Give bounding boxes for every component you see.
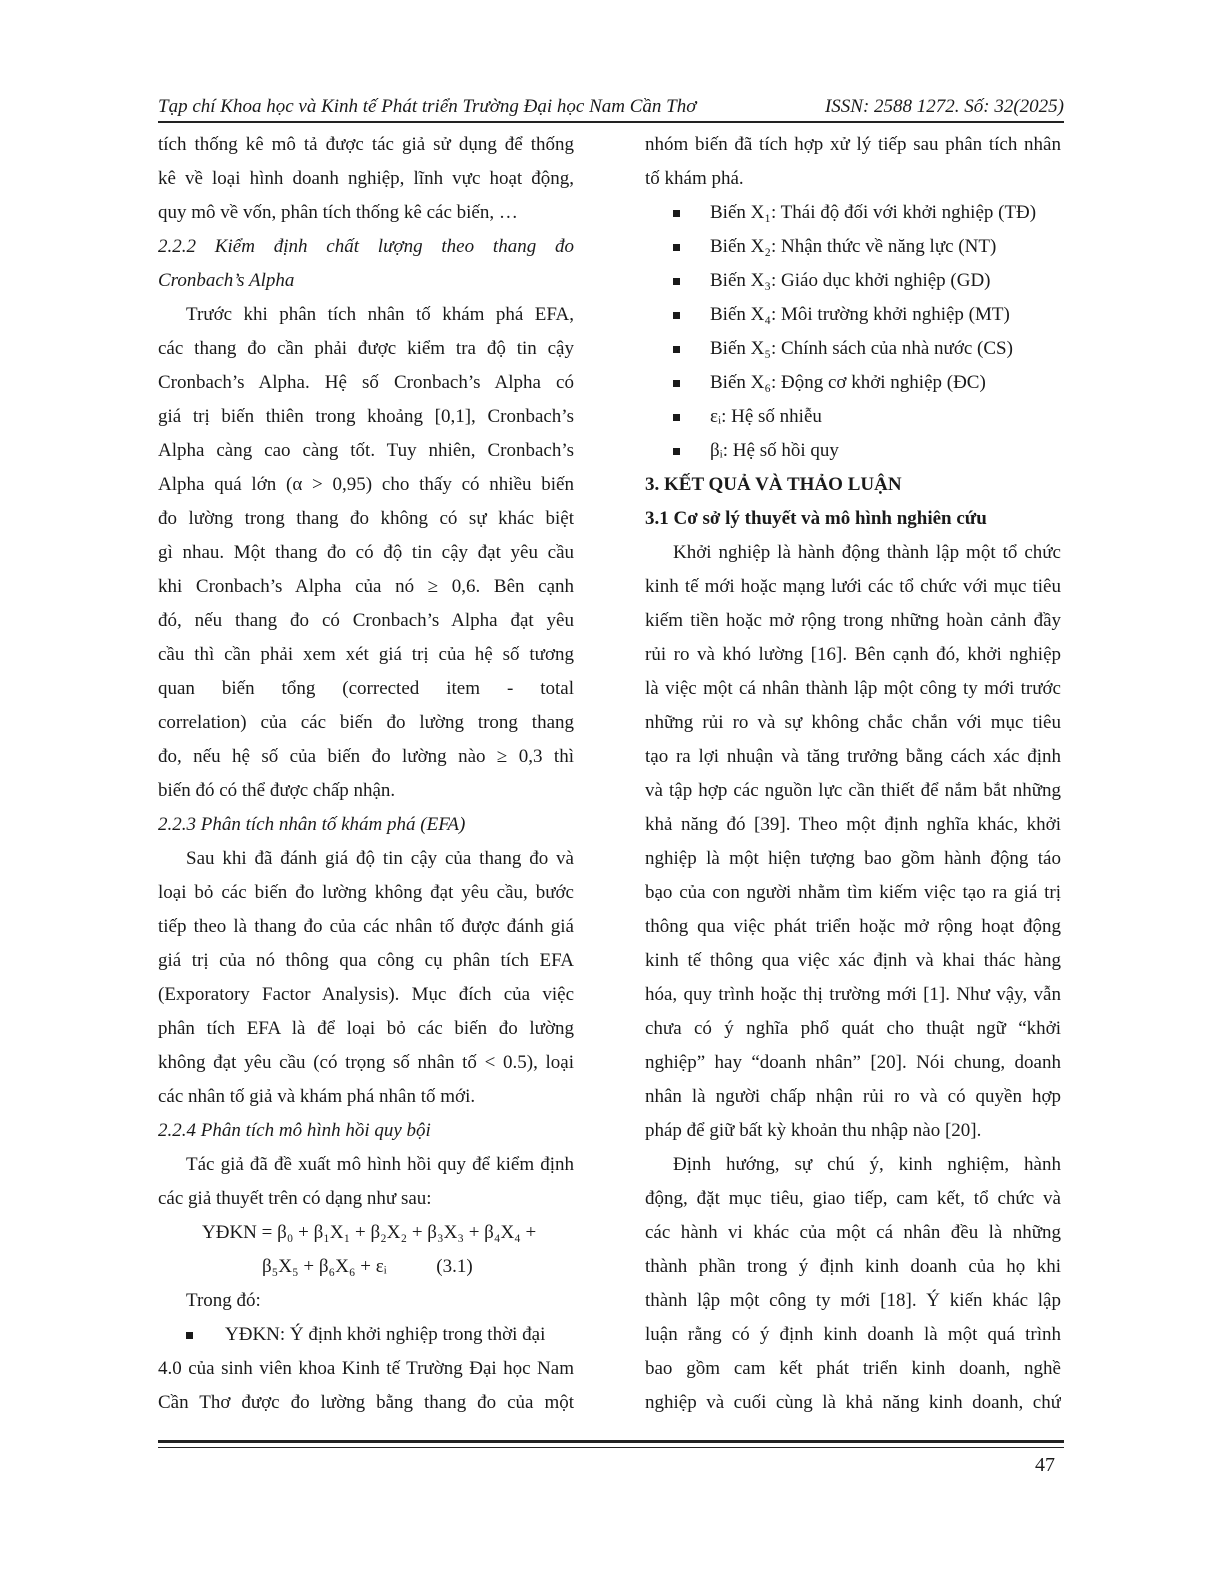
bullet-item-beta [645, 434, 1061, 468]
text-line: là việc một cá nhân thành lập một công ty mới trước [645, 678, 1061, 699]
bullet-item-x2 [645, 230, 1061, 264]
bullet-text: Biến X₃: Giáo dục khởi nghiệp (GD) [710, 270, 991, 291]
text-line: kinh tế thông qua việc xác định và khai thác hàng [645, 950, 1061, 971]
bullet-item-x5 [645, 332, 1061, 366]
text-line: Tác giả đã đề xuất mô hình hồi quy để kiểm định [186, 1154, 574, 1175]
text-line: đo, nếu hệ số của biến đo lường nào ≥ 0,3 thì [158, 746, 574, 767]
text-line: và tập hợp các nguồn lực cần thiết để nắm bắt những [645, 780, 1061, 801]
text-line: Alpha quá lớn (α > 0,95) cho thấy có nhiều biến [158, 474, 574, 495]
bullet-item-x3 [645, 264, 1061, 298]
text-line: thành phần trong ý định kinh doanh của họ khi [645, 1256, 1061, 1277]
section-heading-3: 3. KẾT QUẢ VÀ THẢO LUẬN [645, 474, 902, 495]
running-header [158, 96, 1064, 118]
text-line: chưa có ý nghĩa phổ quát cho thuật ngữ “khởi [645, 1018, 1061, 1039]
text-line: correlation) của các biến đo lường trong thang [158, 712, 574, 733]
section-heading-3-1: 3.1 Cơ sở lý thuyết và mô hình nghiên cứu [645, 508, 987, 529]
bullet-item-epsilon [645, 400, 1061, 434]
equation-terms: β₅X₅ + β₆X₆ + εᵢ [262, 1256, 387, 1277]
section-heading-2-2-2-cont: Cronbach’s Alpha [158, 270, 295, 291]
text-line: bao gồm cam kết phát triển kinh doanh, nghề [645, 1358, 1061, 1379]
text-line: kinh tế mới hoặc mạng lưới các tổ chức với mục tiêu [645, 576, 1061, 597]
square-bullet-icon [186, 1332, 193, 1339]
bullet-text: Biến X₂: Nhận thức về năng lực (NT) [710, 236, 997, 257]
equation-number: (3.1) [436, 1256, 473, 1277]
square-bullet-icon [673, 346, 680, 353]
section-heading-2-2-2: 2.2.2 Kiểm định chất lượng theo thang đo [158, 236, 574, 257]
text-line: tạo ra lợi nhuận và tăng trưởng bằng cách xác định [645, 746, 1061, 767]
text-line: quy mô về vốn, phân tích thống kê các biến, … [158, 202, 518, 223]
text-line: tiếp theo là thang đo của các nhân tố được đánh giá [158, 916, 574, 937]
page-number: 47 [1035, 1454, 1055, 1476]
footer-rule-thick [158, 1440, 1064, 1443]
text-line: giá trị của nó thông qua công cụ phân tích EFA [158, 950, 574, 971]
text-line: Cần Thơ được đo lường bằng thang đo của một [158, 1392, 574, 1413]
square-bullet-icon [673, 448, 680, 455]
equation-line-2 [158, 1250, 574, 1284]
bullet-item-x4 [645, 298, 1061, 332]
text-line: rủi ro và khó lường [16]. Bên cạnh đó, khởi nghiệp [645, 644, 1061, 665]
text-line: loại bỏ các biến đo lường không đạt yêu cầu, bước [158, 882, 574, 903]
text-line: thông qua việc phát triển hoặc mở rộng hoạt động [645, 916, 1061, 937]
text-line: các giả thuyết trên có dạng như sau: [158, 1188, 432, 1209]
text-line: Cronbach’s Alpha. Hệ số Cronbach’s Alpha có [158, 372, 574, 393]
text-line: đó, nếu thang đo có Cronbach’s Alpha đạt yêu [158, 610, 574, 631]
text-line: đo lường trong thang đo không có sự khác biệt [158, 508, 574, 529]
text-line: các hành vi khác của một cá nhân đều là những [645, 1222, 1061, 1243]
right-column [645, 128, 1061, 1420]
text-line: nghiệp và cuối cùng là khả năng kinh doanh, chứ [645, 1392, 1061, 1413]
text-line: Alpha càng cao càng tốt. Tuy nhiên, Cronbach’s [158, 440, 574, 461]
text-line: Định hướng, sự chú ý, kinh nghiệm, hành [673, 1154, 1061, 1175]
bullet-text: Biến X₆: Động cơ khởi nghiệp (ĐC) [710, 372, 986, 393]
bullet-text: εᵢ: Hệ số nhiễu [710, 406, 822, 427]
text-line: phân tích EFA là để loại bỏ các biến đo lường [158, 1018, 574, 1039]
text-line: kiếm tiền hoặc mở rộng trong những hoàn cảnh đầy [645, 610, 1061, 631]
text-line: quan biến tổng (corrected item - total [158, 678, 574, 699]
section-heading-2-2-3: 2.2.3 Phân tích nhân tố khám phá (EFA) [158, 814, 466, 835]
text-line: các thang đo cần phải được kiểm tra độ tin cậy [158, 338, 574, 359]
bullet-text: βᵢ: Hệ số hồi quy [710, 440, 839, 461]
text-line: nhóm biến đã tích hợp xử lý tiếp sau phân tích nhân [645, 134, 1061, 155]
bullet-text: Biến X₅: Chính sách của nhà nước (CS) [710, 338, 1013, 359]
text-line: tố khám phá. [645, 168, 744, 189]
text-line: 4.0 của sinh viên khoa Kinh tế Trường Đại học Nam [158, 1358, 574, 1379]
text-line: Trước khi phân tích nhân tố khám phá EFA, [186, 304, 574, 325]
section-heading-2-2-4: 2.2.4 Phân tích mô hình hồi quy bội [158, 1120, 431, 1141]
text-line: giá trị biến thiên trong khoảng [0,1], Cronbach’s [158, 406, 574, 427]
square-bullet-icon [673, 312, 680, 319]
journal-title: Tạp chí Khoa học và Kinh tế Phát triển Trường Đại học Nam Cần Thơ [158, 96, 697, 117]
square-bullet-icon [673, 278, 680, 285]
text-line: nhân là người chấp nhận rủi ro và có quyền hợp [645, 1086, 1061, 1107]
where-label: Trong đó: [186, 1290, 261, 1311]
square-bullet-icon [673, 414, 680, 421]
text-line: gì nhau. Một thang đo có độ tin cậy đạt yêu cầu [158, 542, 574, 563]
bullet-text: Biến X₁: Thái độ đối với khởi nghiệp (TĐ) [710, 202, 1037, 223]
text-line: nghiệp là một hiện tượng bao gồm hành động táo [645, 848, 1061, 869]
bullet-text: Biến X₄: Môi trường khởi nghiệp (MT) [710, 304, 1010, 325]
text-line: khả năng đó [39]. Theo một định nghĩa khác, khởi [645, 814, 1061, 835]
text-line: động, đặt mục tiêu, giao tiếp, cam kết, tổ chức và [645, 1188, 1061, 1209]
square-bullet-icon [673, 380, 680, 387]
bullet-item-x1 [645, 196, 1061, 230]
footer-rule-thin [158, 1447, 1064, 1448]
bullet-item-x6 [645, 366, 1061, 400]
text-line: bạo của con người nhằm tìm kiếm việc tạo ra giá trị [645, 882, 1061, 903]
text-line: nghiệp” hay “doanh nhân” [20]. Nói chung, doanh [645, 1052, 1061, 1073]
text-line: hóa, quy trình hoặc thị trường mới [1]. Như vậy, vẫn [645, 984, 1061, 1005]
header-rule [158, 121, 1064, 123]
text-line: cầu thì cần phải xem xét giá trị của hệ số tương [158, 644, 574, 665]
square-bullet-icon [673, 244, 680, 251]
text-line: luận rằng có ý định kinh doanh là một quá trình [645, 1324, 1061, 1345]
text-line: khi Cronbach’s Alpha của nó ≥ 0,6. Bên cạnh [158, 576, 574, 597]
text-line: Khởi nghiệp là hành động thành lập một tổ chức [673, 542, 1061, 563]
equation-line-1: YĐKN = β₀ + β₁X₁ + β₂X₂ + β₃X₃ + β₄X₄ + [202, 1222, 537, 1243]
text-line: (Exporatory Factor Analysis). Mục đích của việc [158, 984, 574, 1005]
text-line: các nhân tố giả và khám phá nhân tố mới. [158, 1086, 476, 1107]
text-line: không đạt yêu cầu (có trọng số nhân tố < 0.5), loại [158, 1052, 574, 1073]
issn-label: ISSN: 2588 1272. Số: 32(2025) [824, 96, 1064, 117]
text-line: tích thống kê mô tả được tác giả sử dụng để thống [158, 134, 574, 155]
text-line: những rủi ro và sự không chắc chắn với mục tiêu [645, 712, 1061, 733]
text-line: biến đó có thể được chấp nhận. [158, 780, 396, 801]
text-line: pháp để giữ bất kỳ khoản thu nhập nào [20]. [645, 1120, 982, 1141]
text-line: kê về loại hình doanh nghiệp, lĩnh vực hoạt động, [158, 168, 574, 189]
bullet-item-ydkn [158, 1318, 574, 1352]
square-bullet-icon [673, 210, 680, 217]
text-line: Sau khi đã đánh giá độ tin cậy của thang đo và [186, 848, 574, 869]
bullet-text: YĐKN: Ý định khởi nghiệp trong thời đại [225, 1324, 546, 1345]
left-column [158, 128, 574, 1420]
text-line: thành lập một công ty mới [18]. Ý kiến khác lập [645, 1290, 1061, 1311]
